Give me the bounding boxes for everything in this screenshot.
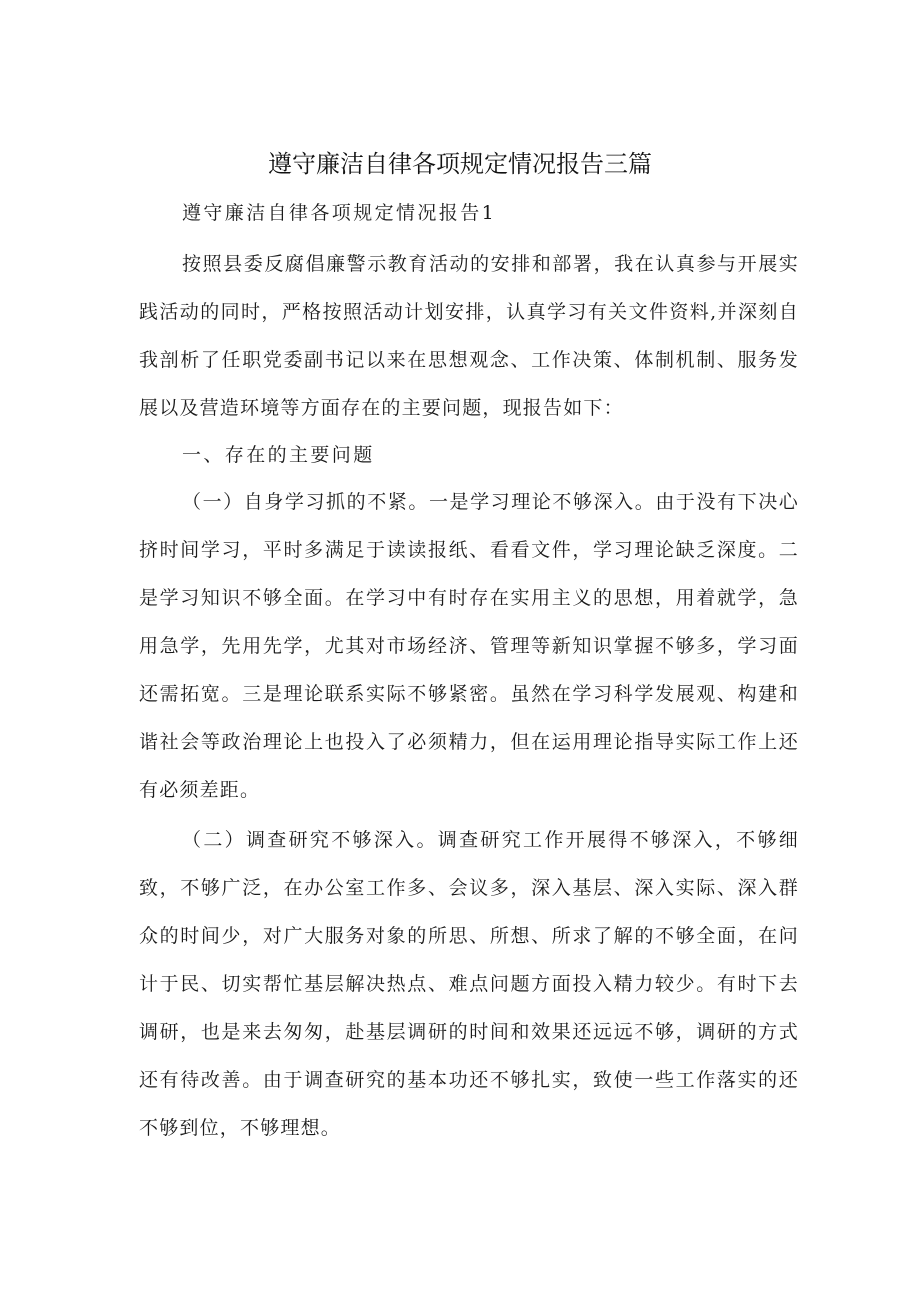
document-title: 遵守廉洁自律各项规定情况报告三篇 xyxy=(268,150,652,178)
section-paragraph-1: （一）自身学习抓的不紧。一是学习理论不够深入。由于没有下决心挤时间学习，平时多满足于读读报纸、看看文件，学习理论缺乏深度。二是学习知识不够全面。在学习中有时存在实用主义的思想，用着就学，急用急学，先用先学，尤其对市场经济、管理等新知识掌握不够多，学习面还需拓宽。三是理论联系实际不够紧密。虽然在学习科学发展观、构建和谐社会等政治理论上也投入了必须精力，但在运用理论指导实际工作上还有必须差距。 xyxy=(139,491,799,801)
intro-paragraph: 按照县委反腐倡廉警示教育活动的安排和部署，我在认真参与开展实践活动的同时，严格按照活动计划安排，认真学习有关文件资料,并深刻自我剖析了任职党委副书记以来在思想观念、工作决策、体制机制、服务发展以及营造环境等方面存在的主要问题，现报告如下： xyxy=(139,253,799,419)
report-subtitle: 遵守廉洁自律各项规定情况报告1 xyxy=(182,202,497,224)
section-paragraph-2: （二）调查研究不够深入。调查研究工作开展得不够深入，不够细致，不够广泛，在办公室工作多、会议多，深入基层、深入实际、深入群众的时间少，对广大服务对象的所思、所想、所求了解的不够全面，在问计于民、切实帮忙基层解决热点、难点问题方面投入精力较少。有时下去调研，也是来去匆匆，赴基层调研的时间和效果还远远不够，调研的方式还有待改善。由于调查研究的基本功还不够扎实，致使一些工作落实的还不够到位，不够理想。 xyxy=(139,829,799,1139)
section-heading: 一、存在的主要问题 xyxy=(182,444,375,466)
